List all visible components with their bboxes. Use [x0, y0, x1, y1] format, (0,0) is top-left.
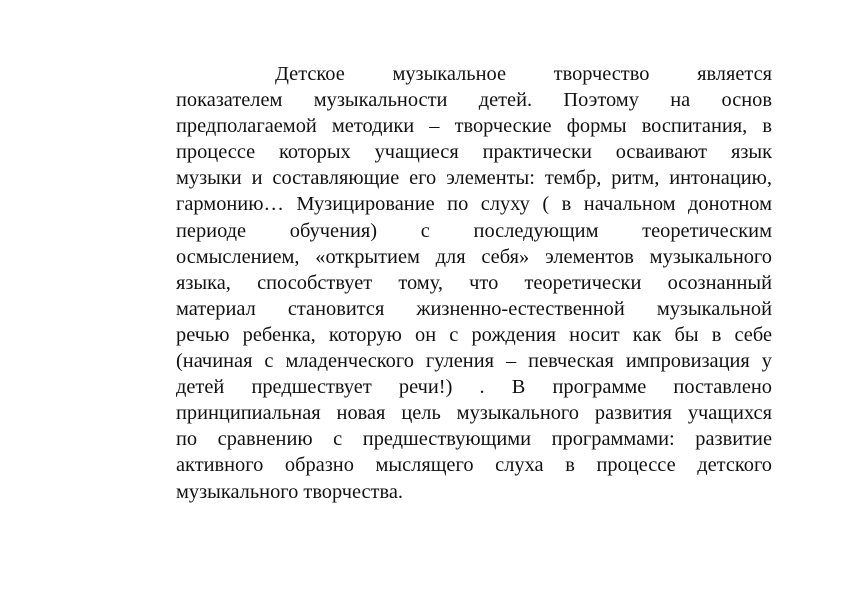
paragraph-line: активного образно мыслящего слуха в процессе детского	[176, 454, 772, 477]
paragraph-line: музыки и составляющие его элементы: тембр, ритм, интонацию,	[176, 167, 772, 190]
paragraph-line: предполагаемой методики – творческие формы воспитания, в	[176, 115, 772, 138]
paragraph-line: принципиальная новая цель музыкального развития учащихся	[176, 402, 772, 425]
paragraph-line: осмыслением, «открытием для себя» элементов музыкального	[176, 245, 772, 268]
paragraph-line: по сравнению с предшествующими программами: развитие	[176, 428, 772, 451]
paragraph-line: показателем музыкальности детей. Поэтому на основ	[176, 89, 772, 112]
paragraph-line: гармонию… Музицирование по слуху ( в начальном донотном	[176, 193, 772, 216]
paragraph-line: процессе которых учащиеся практически осваивают язык	[176, 141, 772, 164]
body-paragraph	[176, 61, 772, 505]
paragraph-line: музыкального творчества.	[176, 480, 403, 503]
paragraph-line: речью ребенка, которую он с рождения носит как бы в себе	[176, 323, 772, 346]
paragraph-line: материал становится жизненно-естественной музыкальной	[176, 297, 772, 320]
paragraph-line: (начиная с младенческого гуления – певческая импровизация у	[176, 350, 772, 373]
paragraph-line: детей предшествует речи!) . В программе поставлено	[176, 376, 772, 399]
paragraph-line: Детское музыкальное творчество является	[275, 63, 772, 85]
paragraph-line: языка, способствует тому, что теоретически осознанный	[176, 271, 772, 294]
paragraph-line: периоде обучения) с последующим теоретическим	[176, 219, 772, 242]
